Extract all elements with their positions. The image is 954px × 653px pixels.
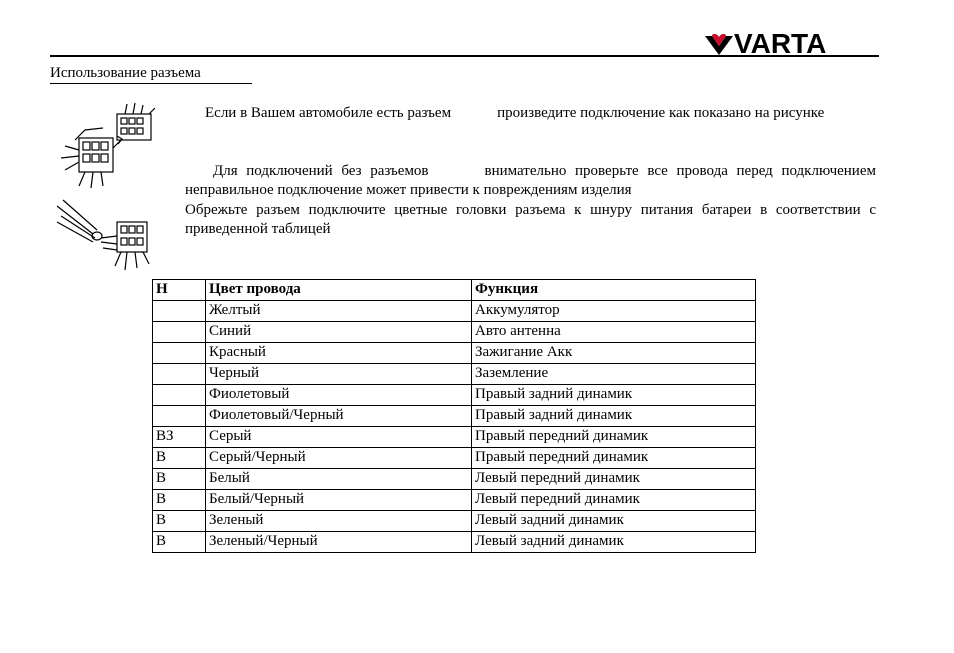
table-row xyxy=(153,427,756,448)
cell-pin: ВЗ xyxy=(153,427,206,448)
cell-function: Зажигание Акк xyxy=(472,343,756,364)
cell-pin: В xyxy=(153,490,206,511)
cell-pin xyxy=(153,406,206,427)
paragraph-no-connector xyxy=(185,162,876,200)
cell-wire-color: Белый/Черный xyxy=(206,490,472,511)
cell-wire-color: Белый xyxy=(206,469,472,490)
table-row xyxy=(153,448,756,469)
cell-function: Правый передний динамик xyxy=(472,448,756,469)
wire-cutter-illustration xyxy=(55,198,155,274)
cell-pin xyxy=(153,385,206,406)
table-row xyxy=(153,385,756,406)
cell-pin xyxy=(153,343,206,364)
cell-wire-color: Серый/Черный xyxy=(206,448,472,469)
cell-function: Левый передний динамик xyxy=(472,490,756,511)
table-row xyxy=(153,469,756,490)
cell-wire-color: Красный xyxy=(206,343,472,364)
cell-function: Правый задний динамик xyxy=(472,406,756,427)
paragraph-cut-connector: Обрежьте разъем подключите цветные головки разъема к шнуру питания батареи в соответствии с приведенной таблицей xyxy=(185,202,876,237)
table-row xyxy=(153,532,756,553)
column-header-wire-color: Цвет провода xyxy=(206,280,472,301)
brand-logo xyxy=(704,30,882,58)
cell-function: Аккумулятор xyxy=(472,301,756,322)
cell-wire-color: Зеленый/Черный xyxy=(206,532,472,553)
cell-wire-color: Фиолетовый xyxy=(206,385,472,406)
table-row xyxy=(153,490,756,511)
table-header-row xyxy=(153,280,756,301)
column-header-pin: Н xyxy=(153,280,206,301)
paragraph-connector-present xyxy=(185,104,876,123)
cell-pin xyxy=(153,322,206,343)
column-header-function: Функция xyxy=(472,280,756,301)
connector-plug-illustration xyxy=(55,100,170,192)
p2-text-a: Для подключений без разъемов xyxy=(213,163,429,179)
p1-text-a: Если в Вашем автомобиле есть разъем xyxy=(205,105,452,121)
cell-function: Правый задний динамик xyxy=(472,385,756,406)
cell-wire-color: Черный xyxy=(206,364,472,385)
section-title: Использование разъема xyxy=(50,64,252,84)
cell-wire-color: Серый xyxy=(206,427,472,448)
cell-pin: В xyxy=(153,511,206,532)
cell-wire-color: Фиолетовый/Черный xyxy=(206,406,472,427)
cell-function: Левый задний динамик xyxy=(472,532,756,553)
cell-function: Правый передний динамик xyxy=(472,427,756,448)
table-row xyxy=(153,301,756,322)
cell-function: Заземление xyxy=(472,364,756,385)
cell-pin: В xyxy=(153,448,206,469)
p1-text-b: произведите подключение как показано на рисунке xyxy=(497,105,825,121)
table-row xyxy=(153,364,756,385)
cell-pin xyxy=(153,301,206,322)
table-row xyxy=(153,343,756,364)
varta-heart-v-logo-icon xyxy=(704,34,734,56)
cell-function: Левый передний динамик xyxy=(472,469,756,490)
logo-text: VARTA xyxy=(734,28,827,59)
wire-color-table xyxy=(152,279,756,553)
table-row xyxy=(153,511,756,532)
cell-wire-color: Зеленый xyxy=(206,511,472,532)
cell-wire-color: Синий xyxy=(206,322,472,343)
header-divider xyxy=(50,55,879,57)
cell-pin: В xyxy=(153,469,206,490)
cell-function: Авто антенна xyxy=(472,322,756,343)
cell-pin: В xyxy=(153,532,206,553)
cell-function: Левый задний динамик xyxy=(472,511,756,532)
p2-text-b: внимательно проверьте все провода перед подключением неправильное подключение может привести к повреждениям изделия xyxy=(185,163,876,198)
cell-wire-color: Желтый xyxy=(206,301,472,322)
cell-pin xyxy=(153,364,206,385)
table-row xyxy=(153,406,756,427)
table-row xyxy=(153,322,756,343)
